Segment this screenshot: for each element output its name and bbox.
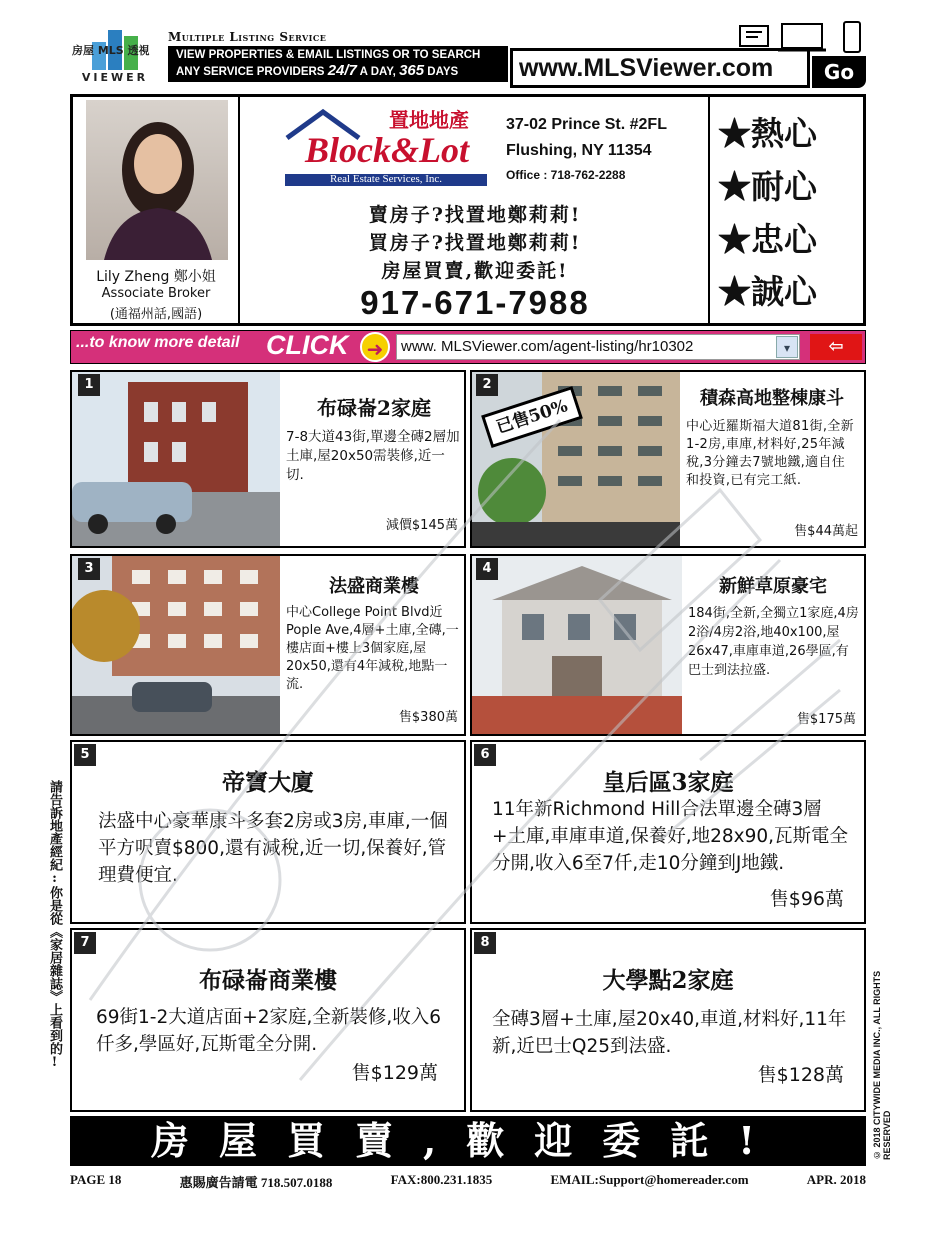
mls-tagline [168, 46, 508, 82]
office-address [506, 112, 667, 164]
brokerage-subtitle: Real Estate Services, Inc. [329, 173, 443, 185]
fax: FAX:800.231.1835 [390, 1172, 493, 1187]
listing-price: 售$129萬 [351, 1062, 438, 1084]
office-phone: Office : 718-762-2288 [506, 168, 626, 182]
listing-description: 184街,全新,全獨立1家庭,4房2浴/4房2浴,地40x100,屋26x47,車庫車道,26學區,有巴士到法拉盛. [688, 606, 859, 678]
listing-title: 布碌崙2家庭 [317, 396, 431, 420]
star-icon: ★ [718, 272, 751, 311]
listing-number: 6 [474, 744, 496, 766]
slogan-welcome: 房屋買賣,歡迎委託! [381, 260, 569, 282]
logo-text: VIEWER [81, 71, 149, 84]
listing-title: 積森高地整棟康斗 [700, 388, 844, 409]
listing-description: 7-8大道43街,單邊全磚2層加土庫,屋20x50需裝修,近一切. [286, 429, 460, 483]
listing-price: 售$96萬 [769, 888, 844, 910]
agent-photo [86, 100, 228, 260]
listing-photo [72, 556, 280, 734]
mls-viewer-logo [70, 18, 160, 88]
divider [708, 96, 710, 324]
arrow-right-icon[interactable]: ➜ [360, 332, 390, 362]
page-number: PAGE 18 [70, 1172, 122, 1187]
listing-description: 全磚3層+土庫,屋20x40,車道,材料好,11年新,近巴士Q25到法盛. [492, 1009, 847, 1057]
chevron-down-icon[interactable]: ▾ [776, 336, 798, 358]
mls-tagline-line1: VIEW PROPERTIES & EMAIL LISTINGS OR TO SEARCH [176, 49, 481, 61]
bottom-banner: 房屋買賣,歡迎委託! [70, 1116, 866, 1166]
listing-number: 4 [476, 558, 498, 580]
agent-title: Associate Broker [101, 286, 211, 301]
sold-badge: 已售50% [481, 386, 583, 448]
listing-title: 布碌崙商業樓 [199, 967, 337, 994]
agent-phone[interactable]: 917-671-7988 [360, 284, 590, 321]
address-line1: 37-02 Prince St. #2FL [506, 116, 667, 133]
listing-price: 減價$145萬 [385, 518, 458, 533]
divider [238, 96, 240, 324]
mls-banner [168, 30, 508, 82]
logo-mini-text: 房屋 MLS 透視 [72, 44, 150, 57]
listing-title: 大學點2家庭 [602, 967, 734, 994]
listing-description: 69街1-2大道店面+2家庭,全新裝修,收入6仟多,學區好,瓦斯電全分開. [96, 1007, 442, 1055]
address-line2: Flushing, NY 11354 [506, 142, 652, 159]
agent-name: Lily Zheng 鄭小姐 [96, 269, 216, 285]
listing-description: 11年新Richmond Hill合法單邊全磚3層+土庫,車庫車道,保養好,地28x90,瓦斯電全分開,收入6至7仟,走10分鐘到J地鐵. [492, 799, 849, 874]
listing-number: 5 [74, 744, 96, 766]
slogan-buy: 買房子?找置地鄭莉莉! [368, 232, 582, 254]
listing-description: 法盛中心豪華康斗多套2房或3房,車庫,一個平方呎賣$800,還有減稅,近一切,保養好,管理費便宜. [98, 811, 448, 886]
side-note: 請告訴地產經紀:你是從《家居雜誌》上看到的! [47, 780, 62, 1070]
star-item: ★耐心 [718, 167, 817, 206]
page-footer [70, 1172, 866, 1191]
listing-number: 1 [78, 374, 100, 396]
star-icon: ★ [718, 114, 751, 153]
star-item: ★忠心 [718, 220, 817, 259]
listing-price: 售$175萬 [796, 712, 856, 727]
listing-number: 8 [474, 932, 496, 954]
listing-title: 皇后區3家庭 [602, 769, 734, 796]
mls-tagline-line2: ANY SERVICE PROVIDERS 24/7 A DAY, 365 DAYS [176, 62, 459, 79]
brokerage-chinese: 置地地產 [389, 108, 469, 132]
slogan-sell: 賣房子?找置地鄭莉莉! [368, 204, 582, 226]
listing-number: 2 [476, 374, 498, 396]
listing-price: 售$380萬 [398, 710, 458, 725]
copyright-notice: © 2018 CITYWIDE MEDIA INC., ALL RIGHTS RESERVED [872, 970, 892, 1160]
star-item: ★熱心 [718, 114, 817, 153]
listing-description: 中心近羅斯福大道81街,全新1-2房,車庫,材料好,25年減稅,3分鐘去7號地鐵,適自住和投資,已有完工紙. [686, 419, 854, 488]
listing-title: 法盛商業樓 [329, 576, 419, 597]
listing-number: 7 [74, 932, 96, 954]
listing-photo [72, 372, 280, 546]
listing-title: 帝寶大廈 [222, 769, 314, 796]
listing-description: 中心College Point Blvd近Pople Ave,4層+土庫,全磚,一樓店面+樓上3個家庭,屋20x50,還有4年減稅,地點一流. [286, 605, 459, 692]
star-item: ★誠心 [718, 272, 817, 311]
listing-price: 售$44萬起 [794, 524, 858, 539]
go-button[interactable]: Go [812, 56, 866, 88]
agent-listing-url[interactable]: www. MLSViewer.com/agent-listing/hr10302 [396, 334, 800, 360]
click-bar-text: ...to know more detail [76, 334, 240, 351]
listing-number: 3 [78, 558, 100, 580]
click-label[interactable]: CLICK [266, 330, 349, 360]
agent-languages: (通福州話,國語) [109, 307, 203, 322]
back-arrow-button[interactable]: ⇦ [810, 334, 862, 360]
listing-price: 售$128萬 [757, 1064, 844, 1086]
mls-website-link[interactable]: www.MLSViewer.com [510, 48, 810, 88]
brokerage-name: Block&Lot [305, 130, 469, 170]
listing-photo [472, 556, 682, 734]
brokerage-logo [283, 104, 489, 186]
listing-title: 新鮮草原豪宅 [719, 576, 827, 597]
star-icon: ★ [718, 220, 751, 259]
issue-date: APR. 2018 [806, 1172, 866, 1187]
ad-phone: 惠賜廣告請電 718.507.0188 [179, 1175, 333, 1190]
star-icon: ★ [718, 167, 751, 206]
email-link[interactable]: EMAIL:Support@homereader.com [550, 1172, 749, 1187]
mls-title: Multiple Listing Service [168, 30, 327, 44]
